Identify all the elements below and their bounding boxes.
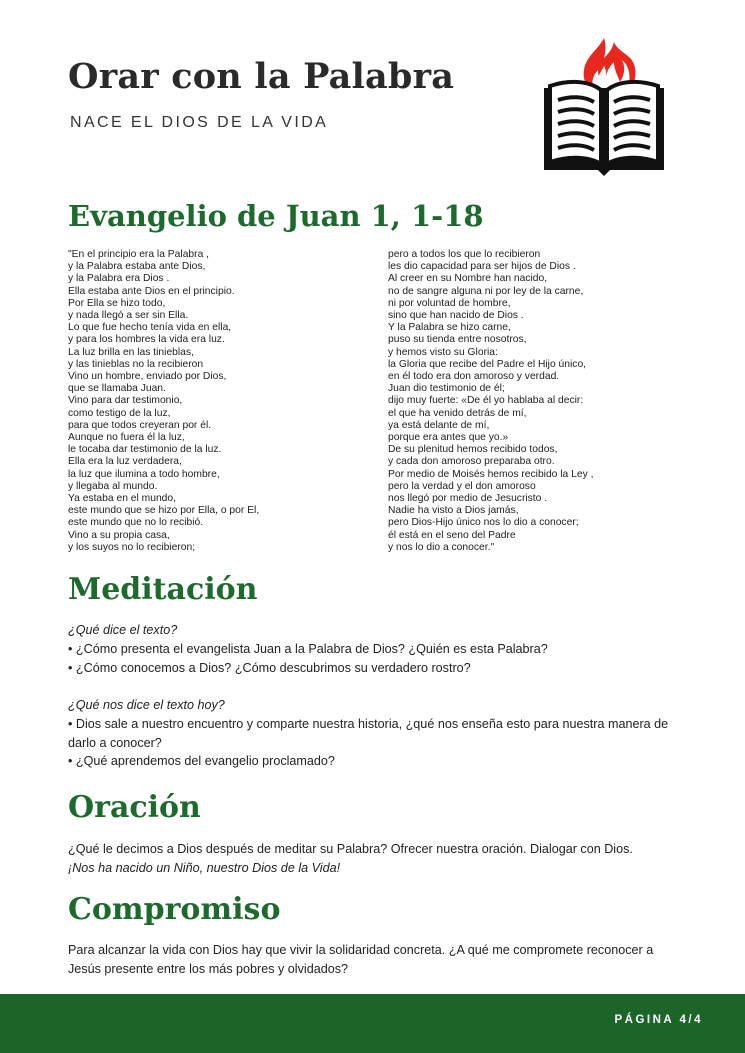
footer-bar [0, 994, 745, 1053]
gospel-line: el que ha venido detrás de mí, [388, 407, 527, 419]
gospel-line: y las tinieblas no la recibieron [68, 358, 204, 370]
gospel-line: Ella era la luz verdadera, [68, 456, 182, 468]
gospel-line: y nada llegó a ser sin Ella. [68, 310, 189, 322]
gospel-line: la luz que ilumina a todo hombre, [68, 468, 220, 480]
gospel-line: La luz brilla en las tinieblas, [68, 346, 194, 358]
meditation-question-2: ¿Qué nos dice el texto hoy? [68, 698, 225, 712]
gospel-line: como testigo de la luz, [68, 407, 171, 419]
gospel-line: De su plenitud hemos recibido todos, [388, 444, 558, 456]
meditation-block-2 [68, 696, 683, 771]
gospel-line: y para los hombres la vida era luz. [68, 334, 225, 346]
gospel-line: y nos lo dio a conocer." [388, 541, 495, 553]
gospel-line: pero Dios-Hijo único nos lo dio a conocer; [388, 517, 579, 529]
gospel-line: Vino a su propia casa, [68, 529, 170, 541]
gospel-line: y los suyos no lo recibieron; [68, 541, 196, 553]
gospel-heading: Evangelio de Juan 1, 1-18 [68, 199, 484, 233]
gospel-line: este mundo que no lo recibió. [68, 517, 204, 529]
prayer-text: ¿Qué le decimos a Dios después de meditar su Palabra? Ofrecer nuestra oración. Dialogar con Dios. [68, 842, 633, 856]
gospel-line: Ya estaba en el mundo, [68, 493, 177, 505]
gospel-line: él está en el seno del Padre [388, 529, 516, 541]
gospel-line: Lo que fue hecho tenía vida en ella, [68, 322, 232, 334]
gospel-line: Vino un hombre, enviado por Dios, [68, 371, 227, 383]
gospel-line: pero a todos los que lo recibieron [388, 249, 541, 260]
gospel-line: ni por voluntad de hombre, [388, 297, 511, 309]
gospel-line: pero la verdad y el don amoroso [388, 480, 536, 492]
gospel-line: sino que han nacido de Dios . [388, 310, 524, 322]
gospel-line: dijo muy fuerte: «De él yo hablaba al decir: [388, 395, 584, 407]
prayer-block [68, 840, 683, 878]
gospel-line: Al creer en su Nombre han nacido, [388, 273, 548, 285]
gospel-line: nos llegó por medio de Jesucristo . [388, 493, 548, 505]
gospel-line: Juan dio testimonio de él; [388, 383, 505, 395]
gospel-line: Por Ella se hizo todo, [68, 297, 166, 309]
commitment-heading: Compromiso [68, 892, 281, 927]
gospel-line: y la Palabra era Dios . [68, 273, 170, 285]
gospel-line: "En el principio era la Palabra , [68, 249, 210, 260]
open-book-flame-icon [538, 36, 670, 178]
gospel-line: no de sangre alguna ni por ley de la carne, [388, 285, 584, 297]
gospel-line: que se llamaba Juan. [68, 383, 166, 395]
gospel-text-left-column [68, 249, 259, 554]
gospel-line: la Gloria que recibe del Padre el Hijo único, [388, 358, 587, 370]
gospel-text-right-column [388, 249, 593, 554]
gospel-line: le tocaba dar testimonio de la luz. [68, 444, 222, 456]
gospel-line: y hemos visto su Gloria: [388, 346, 498, 358]
gospel-line: este mundo que se hizo por Ella, o por El, [68, 505, 260, 517]
meditation-question-1: ¿Qué dice el texto? [68, 623, 178, 637]
commitment-text: Para alcanzar la vida con Dios hay que vivir la solidaridad concreta. ¿A qué me compromete reconocer a Jesús presente entre los más pobres y olvidados? [68, 943, 654, 976]
gospel-line: Vino para dar testimonio, [68, 395, 183, 407]
meditation-block-1 [68, 621, 683, 677]
gospel-line: Nadie ha visto a Dios jamás, [388, 505, 519, 517]
gospel-line: y llegaba al mundo. [68, 480, 158, 492]
meditation-bullet: • ¿Cómo conocemos a Dios? ¿Cómo descubrimos su verdadero rostro? [68, 660, 471, 675]
gospel-line: y cada don amoroso preparaba otro. [388, 456, 555, 468]
page-title: Orar con la Palabra [68, 56, 455, 97]
gospel-line: Por medio de Moisés hemos recibido la Ley , [388, 468, 594, 480]
meditation-heading: Meditación [68, 572, 258, 607]
prayer-heading: Oración [68, 790, 201, 825]
meditation-bullet: • ¿Qué aprendemos del evangelio proclamado? [68, 754, 335, 769]
gospel-line: les dio capacidad para ser hijos de Dios . [388, 261, 576, 273]
gospel-line: porque era antes que yo.» [388, 432, 509, 444]
gospel-line: Y la Palabra se hizo carne, [388, 322, 511, 334]
prayer-exclamation: ¡Nos ha nacido un Niño, nuestro Dios de la Vida! [68, 860, 341, 875]
gospel-line: para que todos creyeran por él. [68, 419, 212, 431]
meditation-bullet: • Dios sale a nuestro encuentro y comparte nuestra historia, ¿qué nos enseña esto para nuestra manera de darlo a conocer? [68, 716, 669, 750]
gospel-line: ya está delante de mí, [388, 419, 490, 431]
gospel-line: puso su tienda entre nosotros, [388, 334, 527, 346]
gospel-line: y la Palabra estaba ante Dios, [68, 261, 206, 273]
gospel-line: Ella estaba ante Dios en el principio. [68, 285, 235, 297]
meditation-bullet: • ¿Cómo presenta el evangelista Juan a la Palabra de Dios? ¿Quién es esta Palabra? [68, 641, 548, 656]
page-subtitle: NACE EL DIOS DE LA VIDA [70, 114, 329, 131]
page-number: PÁGINA 4/4 [614, 1014, 703, 1026]
gospel-line: en él todo era don amoroso y verdad. [388, 371, 560, 383]
commitment-block [68, 941, 683, 979]
gospel-line: Aunque no fuera él la luz, [68, 432, 185, 444]
